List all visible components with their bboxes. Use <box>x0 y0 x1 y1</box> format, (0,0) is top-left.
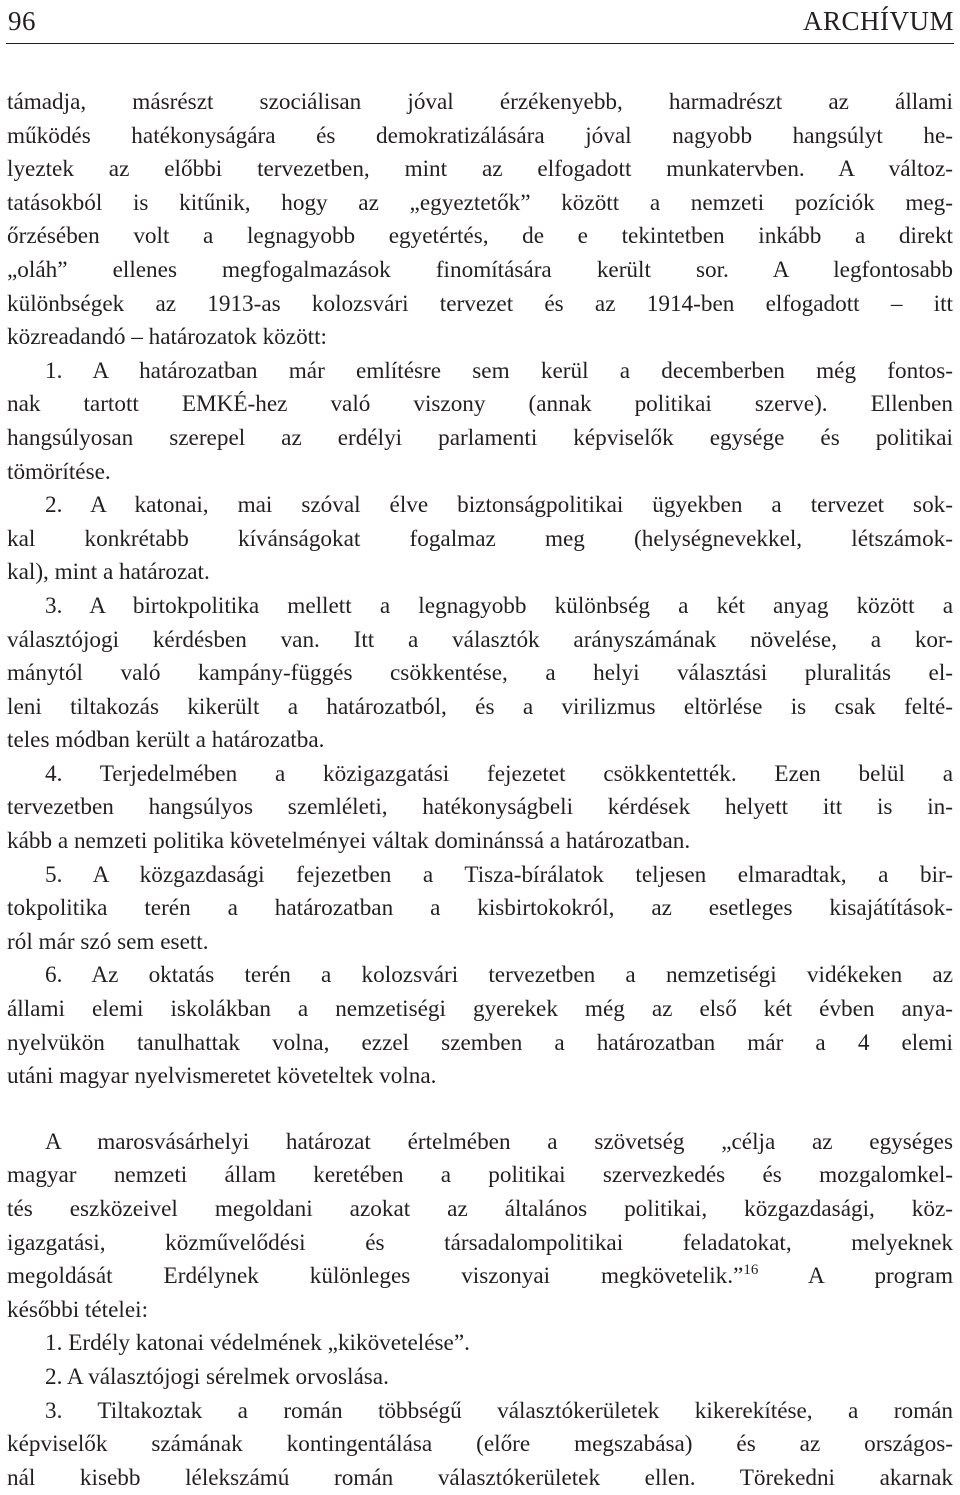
text-line-content: tervezetben hangsúlyos szemléleti, hatékonyságbeli kérdések helyett itt is in- <box>7 794 953 821</box>
text-line <box>7 288 953 322</box>
text-line <box>7 556 953 590</box>
text-line <box>7 1227 953 1261</box>
text-line-content: kal), mint a határozat. <box>7 559 210 586</box>
text-line-content: tokpolitika terén a határozatban a kisbirtokokról, az esetleges kisajátítások- <box>7 895 953 922</box>
text-line-content: választójogi kérdésben van. Itt a választók arányszámának növelése, a kor- <box>7 626 953 653</box>
text-line-content: tés eszközeivel megoldani azokat az általános politikai, közgazdasági, köz- <box>7 1196 953 1222</box>
section-title: ARCHÍVUM <box>802 5 954 36</box>
text-line <box>7 355 953 389</box>
text-line <box>7 859 953 893</box>
text-line-content: teles módban került a határozatba. <box>7 727 325 754</box>
text-line-content: későbbi tételei: <box>7 1296 149 1323</box>
text-line <box>7 220 953 254</box>
text-line-content: 2. A katonai, mai szóval élve biztonságpolitikai ügyekben a tervezet sok- <box>45 492 953 519</box>
text-line <box>7 1193 953 1227</box>
text-line <box>7 153 953 187</box>
text-line <box>7 1260 953 1294</box>
text-line <box>7 523 953 557</box>
text-line-content: támadja, másrészt szociálisan jóval érzékenyebb, harmadrészt az állami <box>7 89 953 115</box>
text-line-content: kább a nemzeti politika követelményei váltak dominánssá a határozatban. <box>7 828 691 855</box>
text-line-content: A marosvásárhelyi határozat értelmében a szövetség „célja az egységes <box>45 1128 953 1155</box>
running-header <box>8 0 954 42</box>
text-line-content: 5. A közgazdasági fejezetben a Tisza-bírálatok teljesen elmaradtak, a bir- <box>45 861 953 888</box>
text-line-content: nyelvükön tanulhattak volna, ezzel szemben a határozatban már a 4 elemi <box>7 1029 953 1056</box>
text-line-content: 2. A választójogi sérelmek orvoslása. <box>45 1363 389 1390</box>
text-line <box>7 993 953 1027</box>
text-line <box>7 422 953 456</box>
text-line <box>7 758 953 792</box>
text-line <box>7 791 953 825</box>
text-line-content: hangsúlyosan szerepel az erdélyi parlamenti képviselők egysége és politikai <box>7 424 953 451</box>
text-line-content: igazgatási, közművelődési és társadalompolitikai feladatokat, melyeknek <box>7 1229 953 1256</box>
text-line-content: 4. Terjedelmében a közigazgatási fejezetet csökkentették. Ezen belül a <box>45 760 953 787</box>
text-line <box>7 825 953 859</box>
text-line-continuation: A program <box>758 1263 953 1290</box>
text-line <box>7 1462 953 1495</box>
text-line-content: ról már szó sem esett. <box>7 928 209 955</box>
text-line-content: leni tiltakozás kikerült a határozatból, és a virilizmus eltörlése is csak felté- <box>7 693 953 720</box>
text-line <box>7 892 953 926</box>
text-line <box>7 590 953 624</box>
text-line-content: tatásokból is kitűnik, hogy az „egyeztetők” között a nemzeti pozíciók meg- <box>7 189 953 216</box>
text-line-content: közreadandó – határozatok között: <box>7 324 327 351</box>
text-line <box>7 1294 953 1328</box>
text-line-content: állami elemi iskolákban a nemzetiségi gyerekek még az első két évben anya- <box>7 996 953 1023</box>
text-line <box>7 254 953 288</box>
text-line <box>7 657 953 691</box>
text-line-content: 3. Tiltakoztak a román többségű választókerületek kikerekítése, a román <box>45 1397 953 1424</box>
text-line <box>7 1327 953 1361</box>
text-line-content: megoldását Erdélynek különleges viszonyai megkövetelik.” <box>7 1263 744 1290</box>
footnote-reference: 16 <box>743 1262 759 1279</box>
text-line-content: tömörítése. <box>7 458 111 485</box>
text-line <box>7 388 953 422</box>
text-line-content: 3. A birtokpolitika mellett a legnagyobb különbség a két anyag között a <box>45 592 953 619</box>
text-line <box>7 724 953 758</box>
text-line <box>7 86 953 120</box>
text-line <box>7 456 953 490</box>
text-line <box>7 1361 953 1395</box>
header-rule <box>6 43 954 44</box>
text-line <box>7 1060 953 1094</box>
text-line <box>7 187 953 221</box>
text-line-content: 6. Az oktatás terén a kolozsvári tervezetben a nemzetiségi vidékeken az <box>45 962 953 989</box>
text-line-content: nál kisebb lélekszámú román választókerületek ellen. Törekedni akarnak <box>7 1464 953 1491</box>
text-line <box>7 120 953 154</box>
text-line <box>7 1027 953 1061</box>
page-number: 96 <box>8 5 36 36</box>
text-line <box>7 959 953 993</box>
text-line-content: 1. Erdély katonai védelmének „kikövetelése”. <box>45 1330 470 1357</box>
text-line-content: magyar nemzeti állam keretében a politikai szervezkedés és mozgalomkel- <box>7 1162 953 1189</box>
text-line <box>7 624 953 658</box>
text-line <box>7 1428 953 1462</box>
text-line-content: „oláh” ellenes megfogalmazások finomítására került sor. A legfontosabb <box>7 256 953 283</box>
text-line-content: utáni magyar nyelvismeretet követeltek volna. <box>7 1063 437 1090</box>
text-line-content: képviselők számának kontingentálása (előre megszabása) és az országos- <box>7 1431 953 1458</box>
body-text <box>7 86 953 1495</box>
text-line <box>7 1159 953 1193</box>
text-line <box>7 1126 953 1160</box>
text-line-content: mánytól való kampány-függés csökkentése, a helyi választási pluralitás el- <box>7 660 953 687</box>
text-line-content: működés hatékonyságára és demokratizálására jóval nagyobb hangsúlyt he- <box>7 122 953 149</box>
paragraph-gap <box>7 1094 953 1126</box>
text-line-content: lyeztek az előbbi tervezetben, mint az elfogadott munkatervben. A változ- <box>7 156 953 183</box>
text-line <box>7 489 953 523</box>
text-line-content: kal konkrétabb kívánságokat fogalmaz meg (helységnevekkel, létszámok- <box>7 525 953 552</box>
text-line-content: 1. A határozatban már említésre sem kerül a decemberben még fontos- <box>45 357 953 384</box>
text-line <box>7 1395 953 1429</box>
text-line-content: őrzésében volt a legnagyobb egyetértés, de e tekintetben inkább a direkt <box>7 223 953 250</box>
text-line-content: különbségek az 1913-as kolozsvári tervezet és az 1914-ben elfogadott – itt <box>7 290 953 317</box>
text-line <box>7 691 953 725</box>
text-line-content: nak tartott EMKÉ-hez való viszony (annak politikai szerve). Ellenben <box>7 391 953 418</box>
text-line <box>7 926 953 960</box>
text-line <box>7 321 953 355</box>
